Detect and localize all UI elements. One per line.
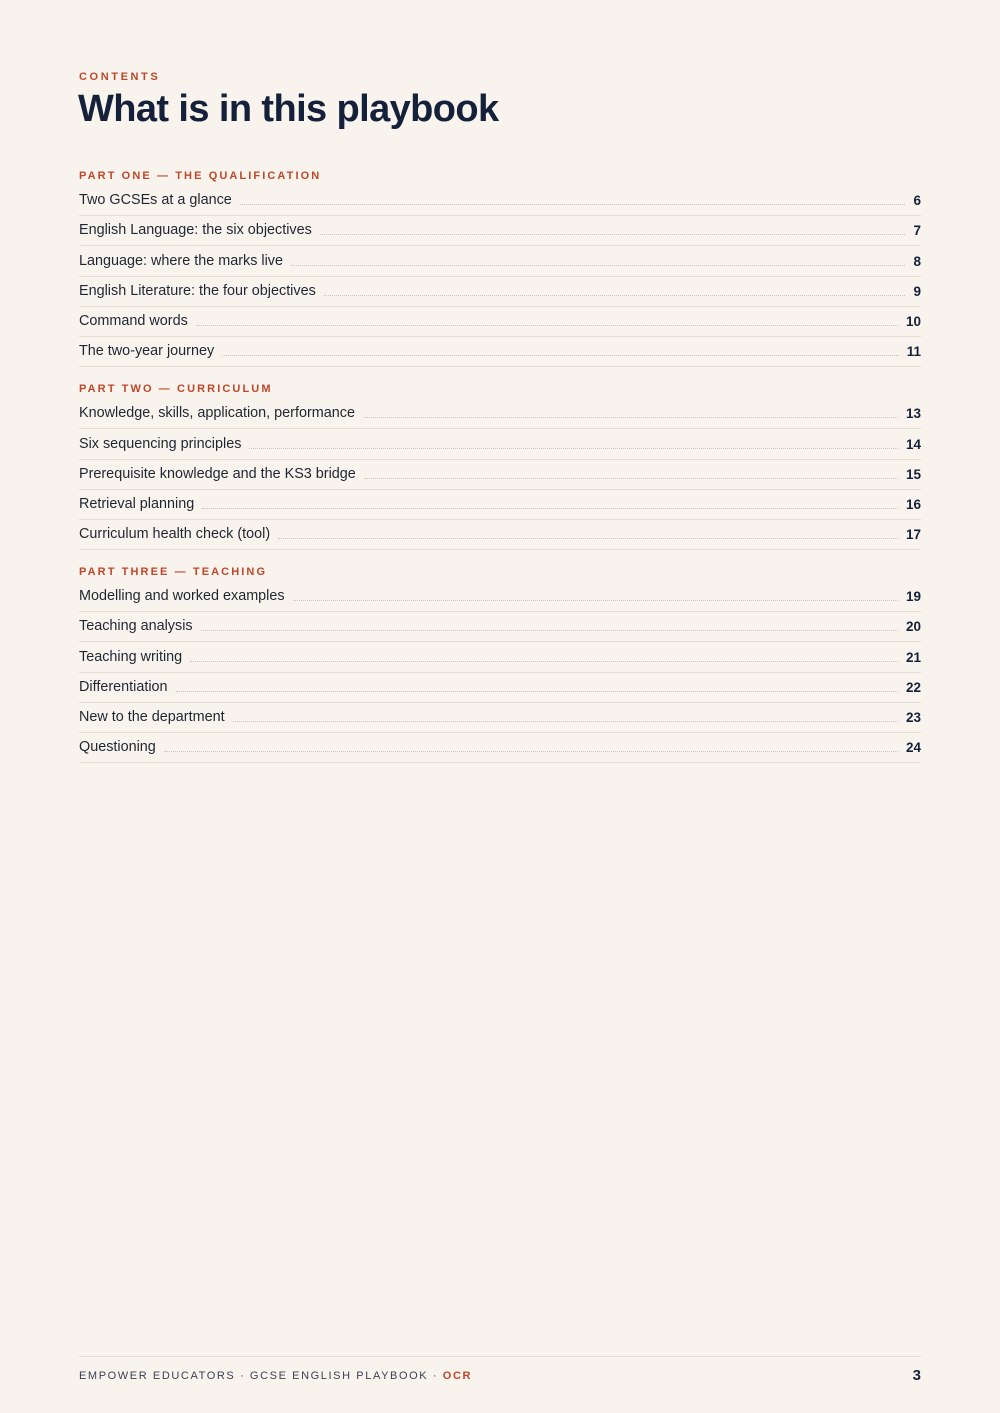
dot-leader xyxy=(364,478,898,479)
dot-leader xyxy=(176,691,898,692)
entry-title: English Literature: the four objectives xyxy=(79,282,316,299)
dot-leader xyxy=(363,417,898,418)
page-title: What is in this playbook xyxy=(78,88,499,130)
entry-title: Teaching analysis xyxy=(79,618,193,635)
entry-page-number: 9 xyxy=(913,283,921,299)
dot-leader xyxy=(201,630,898,631)
toc-entry[interactable] xyxy=(79,186,921,216)
entry-title: The two-year journey xyxy=(79,343,215,360)
dot-leader xyxy=(249,448,898,449)
toc-entry[interactable] xyxy=(79,642,921,672)
dot-leader xyxy=(278,538,898,539)
footer-publication: EMPOWER EDUCATORS · GCSE ENGLISH PLAYBOOK · xyxy=(79,1369,443,1382)
footer-page-number: 3 xyxy=(912,1367,921,1384)
section-heading: PART THREE — TEACHING xyxy=(79,566,268,579)
entry-page-number: 21 xyxy=(905,649,921,665)
entry-page-number: 23 xyxy=(905,710,921,725)
entry-title: Six sequencing principles xyxy=(79,435,242,452)
contents-eyebrow: CONTENTS xyxy=(79,71,161,83)
toc-section xyxy=(79,566,921,763)
toc-entry[interactable] xyxy=(79,582,921,612)
entry-page-number: 22 xyxy=(905,679,921,695)
footer-board: OCR xyxy=(442,1369,473,1382)
toc-entry[interactable] xyxy=(79,277,921,307)
entry-page-number: 15 xyxy=(905,466,921,482)
toc-entry[interactable] xyxy=(79,429,921,459)
entry-page-number: 8 xyxy=(913,253,921,269)
toc-entry[interactable] xyxy=(79,246,921,276)
toc-entry[interactable] xyxy=(79,399,921,429)
dot-leader xyxy=(190,661,898,662)
dot-leader xyxy=(320,234,906,235)
entry-page-number: 17 xyxy=(905,527,921,543)
entry-page-number: 24 xyxy=(905,740,921,756)
toc-entry[interactable] xyxy=(79,216,921,246)
entry-page-number: 20 xyxy=(905,619,921,635)
entry-page-number: 19 xyxy=(905,589,921,605)
dot-leader xyxy=(324,295,906,296)
dot-leader xyxy=(293,600,898,601)
entry-title: Two GCSEs at a glance xyxy=(79,192,232,209)
toc-entry[interactable] xyxy=(79,490,921,520)
dot-leader xyxy=(196,325,898,326)
entry-title: English Language: the six objectives xyxy=(79,222,312,239)
section-heading: PART ONE — THE QUALIFICATION xyxy=(79,170,322,182)
dot-leader xyxy=(222,355,899,356)
dot-leader xyxy=(164,751,898,752)
section-heading: PART TWO — CURRICULUM xyxy=(79,383,273,396)
toc-entry[interactable] xyxy=(79,337,921,367)
entry-title: Differentiation xyxy=(79,678,168,695)
dot-leader xyxy=(233,721,898,722)
toc-entry[interactable] xyxy=(79,673,921,703)
entry-title: Prerequisite knowledge and the KS3 bridge xyxy=(79,465,356,482)
entry-page-number: 14 xyxy=(905,436,921,452)
toc-entry[interactable] xyxy=(79,307,921,337)
page-footer xyxy=(79,1356,921,1384)
dot-leader xyxy=(291,265,905,266)
toc-section xyxy=(79,383,921,550)
footer-text xyxy=(79,1370,472,1382)
entry-page-number: 10 xyxy=(905,313,921,329)
entry-title: Retrieval planning xyxy=(79,495,195,512)
dot-leader xyxy=(240,204,906,205)
table-of-contents xyxy=(79,170,921,763)
entry-page-number: 11 xyxy=(906,344,921,360)
entry-title: Command words xyxy=(79,312,188,329)
toc-entry[interactable] xyxy=(79,520,921,550)
toc-section xyxy=(79,170,921,367)
toc-entry[interactable] xyxy=(79,703,921,733)
toc-entry[interactable] xyxy=(79,612,921,642)
entry-page-number: 16 xyxy=(905,496,921,512)
entry-title: Teaching writing xyxy=(79,648,183,665)
entry-page-number: 13 xyxy=(905,406,921,422)
toc-entry[interactable] xyxy=(79,460,921,490)
entry-title: Curriculum health check (tool) xyxy=(79,526,271,543)
dot-leader xyxy=(202,508,898,509)
toc-entry[interactable] xyxy=(79,733,921,763)
entry-title: New to the department xyxy=(79,709,225,725)
entry-title: Modelling and worked examples xyxy=(79,588,285,605)
entry-page-number: 6 xyxy=(913,193,921,209)
entry-title: Knowledge, skills, application, performance xyxy=(79,405,355,422)
entry-title: Questioning xyxy=(79,739,156,756)
entry-page-number: 7 xyxy=(913,223,921,239)
entry-title: Language: where the marks live xyxy=(79,252,283,269)
